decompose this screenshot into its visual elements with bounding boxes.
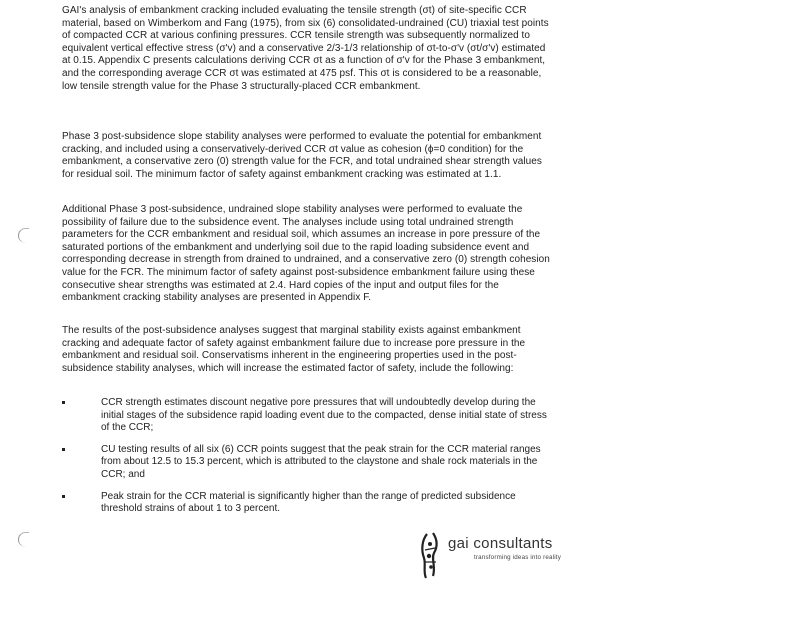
bullet-icon [62,401,65,404]
paragraph-undrained-analyses: Additional Phase 3 post-subsidence, undrained slope stability analyses were performed to evaluate the possibility of failure due to the subsidence event. The analyses include using total undrained strength parameters for the CCR embankment and residual soil, which assumes an increase in pore pressure of the saturated portions of the embankment and underlying soil due to the rapid loading subsidence event and corresponding decrease in strength from drained to undrained, and a conservative zero (0) strength cohesion value for the FCR. The minimum factor of safety against post-subsidence embankment failure using these consecutive shear strengths was estimated at 2.4. Hard copies of the input and output files for the embankment cracking stability analyses are presented in Appendix F. [62,204,550,304]
logo-tagline: transforming ideas into reality [474,554,562,561]
margin-bracket-mark [18,228,29,243]
paragraph-results: The results of the post-subsidence analyses suggest that marginal stability exists against embankment cracking and adequate factor of safety against embankment failure due to increase pore pressure in the embankment and residual soil. Conservatisms inherent in the engineering properties used in the post-subsidence stability analyses, which will increase the estimated factor of safety, include the following: [62,325,526,374]
logo-emblem-icon [418,532,442,580]
list-item [62,491,550,516]
paragraph-embankment-cracking: Phase 3 post-subsidence slope stability analyses were performed to evaluate the potential for embankment cracking, and included using a conservatively-derived CCR σt value as cohesion (ϕ=0 condition) for the embankment, a conservative zero (0) strength value for the FCR, and total undrained shear strength values for residual soil. The minimum factor of safety against embankment cracking was estimated at 1.1. [62,131,542,180]
list-item-text: Peak strain for the CCR material is significantly higher than the range of predicted subsidence threshold strains of about 1 to 3 percent. [101,490,516,515]
logo-name: gai consultants [448,535,553,552]
list-item [62,397,550,435]
conservatisms-list [62,397,550,525]
gai-consultants-logo [418,532,588,582]
list-item [62,444,550,482]
list-item-text: CCR strength estimates discount negative pore pressures that will undoubtedly develop during the initial stages of the subsidence rapid loading event due to the compacted, dense initial state of stress of the CCR; [101,397,547,434]
bullet-icon [62,448,65,451]
margin-bracket-mark [18,532,29,547]
list-item-text: CU testing results of all six (6) CCR points suggest that the peak strain for the CCR material ranges from about 12.5 to 15.3 percent, which is attributed to the claystone and shale rock materials in the CCR; and [101,443,541,480]
paragraph-tensile-strength: GAI's analysis of embankment cracking included evaluating the tensile strength (σt) of site-specific CCR material, based on Wimberkom and Fang (1975), from six (6) consolidated-undrained (CU) triaxial test points of compacted CCR at various confining pressures. CCR tensile strength was subsequently normalized to equivalent vertical effective stress (σ'v) and a conservative 2/3-1/3 relationship of σt-to-σ'v (σt/σ'v) estimated at 0.15. Appendix C presents calculations deriving CCR σt as a function of σ'v for the Phase 3 embankment, and the corresponding average CCR σt was estimated at 475 psf. This σt is considered to be a reasonable, low tensile strength value for the Phase 3 structurally-placed CCR embankment. [62,5,549,92]
bullet-icon [62,495,65,498]
